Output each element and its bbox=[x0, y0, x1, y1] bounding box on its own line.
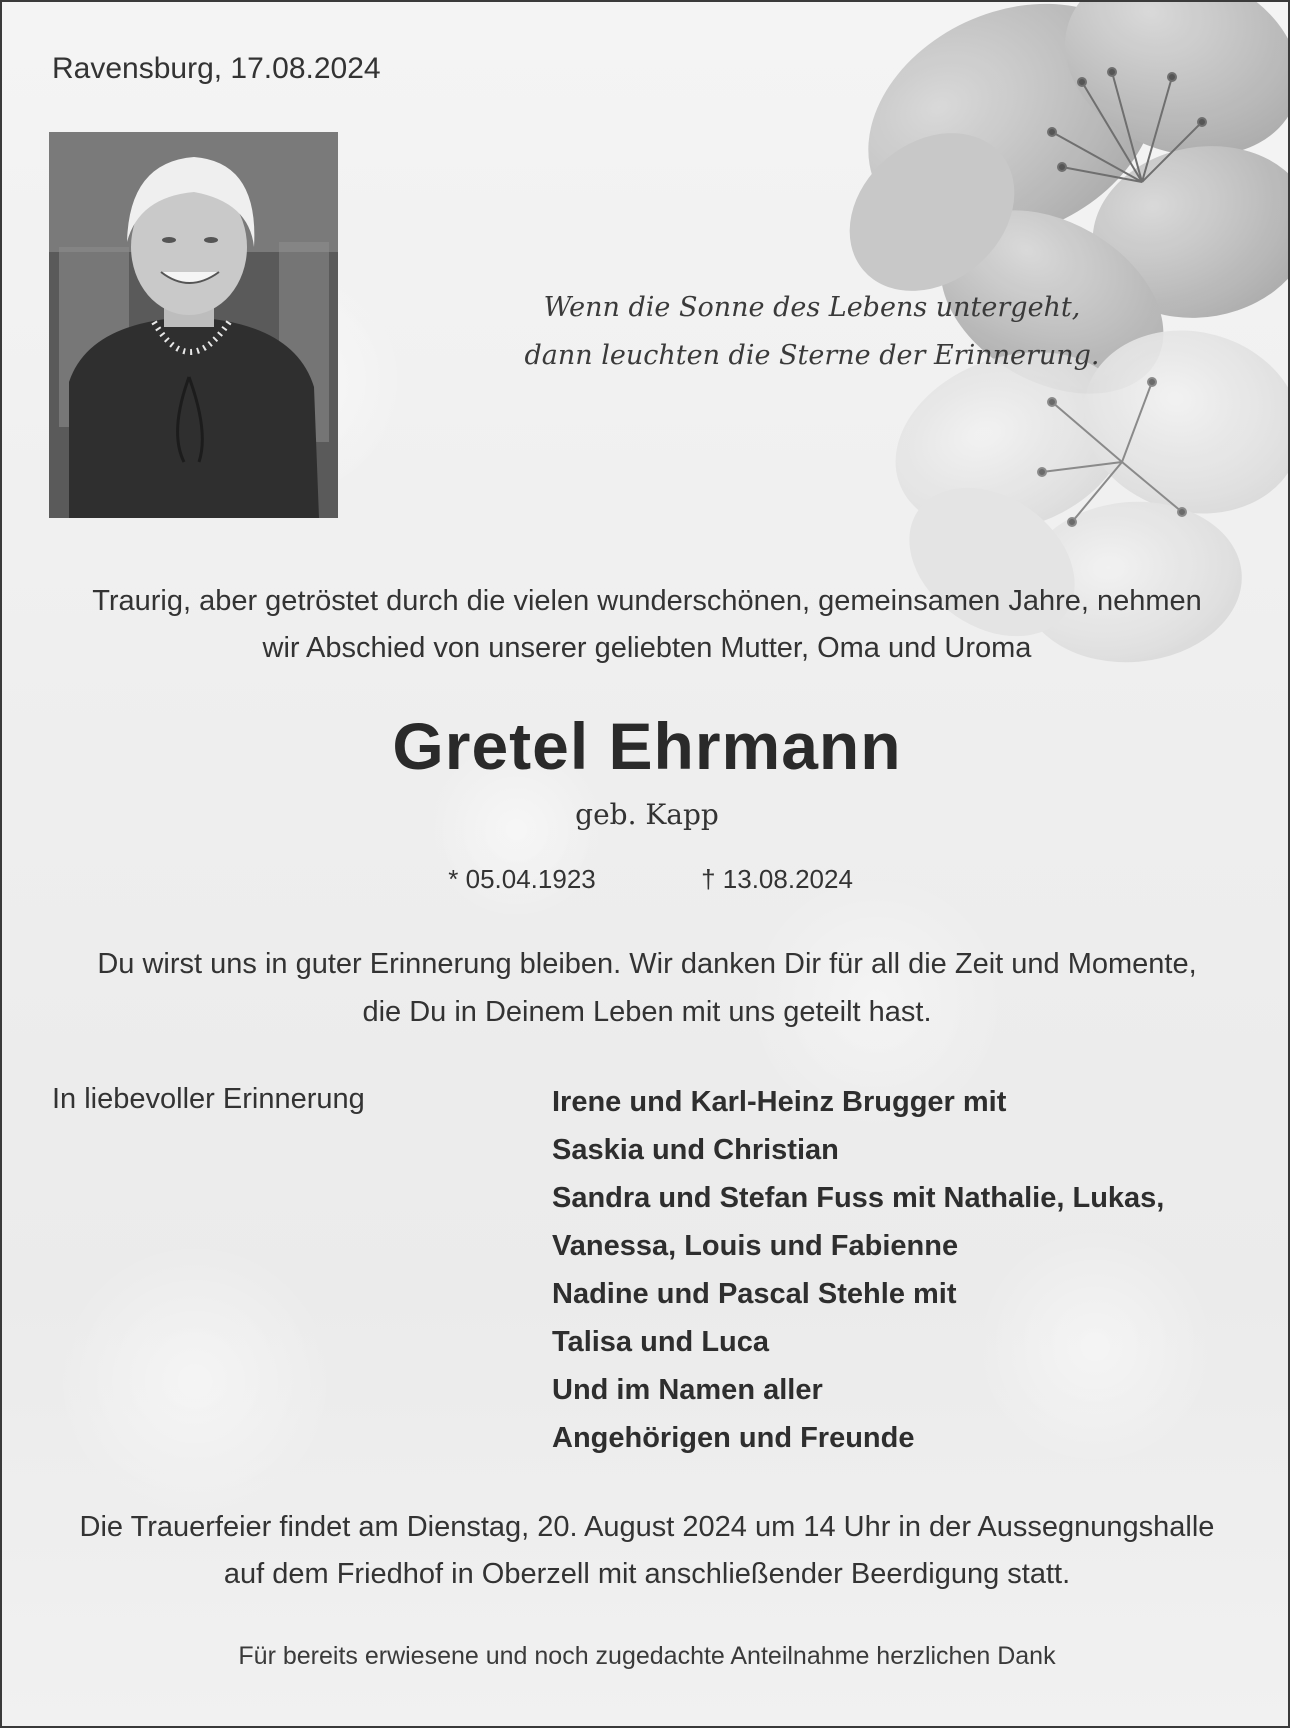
deceased-name: Gretel Ehrmann bbox=[392, 709, 902, 783]
thanks-text: Für bereits erwiesene und noch zugedachte Anteilnahme herzlichen Dank bbox=[238, 1642, 1056, 1670]
funeral-service-text bbox=[42, 1504, 1252, 1598]
place-date: Ravensburg, 17.08.2024 bbox=[52, 52, 381, 85]
portrait-image bbox=[49, 132, 338, 518]
intro-text bbox=[42, 578, 1252, 672]
mourner-line: Vanessa, Louis und Fabienne bbox=[552, 1230, 959, 1262]
mourner-line: Angehörigen und Freunde bbox=[552, 1422, 915, 1454]
intro-line-1: Traurig, aber getröstet durch die vielen wunderschönen, gemeinsamen Jahre, nehmen bbox=[92, 585, 1202, 617]
signoff-text: In liebevoller Erinnerung bbox=[52, 1083, 365, 1115]
mourner-line: Und im Namen aller bbox=[552, 1374, 823, 1406]
death-date: † 13.08.2024 bbox=[701, 864, 853, 894]
memory-line-1: Du wirst uns in guter Erinnerung bleiben. Wir danken Dir für all die Zeit und Momente, bbox=[97, 948, 1197, 980]
intro-line-2: wir Abschied von unserer geliebten Mutter, Oma und Uroma bbox=[262, 632, 1032, 664]
mourner-line: Saskia und Christian bbox=[552, 1134, 839, 1166]
quote-line-2: dann leuchten die Sterne der Erinnerung. bbox=[524, 340, 1100, 371]
mourner-line: Nadine und Pascal Stehle mit bbox=[552, 1278, 957, 1310]
portrait-photo bbox=[49, 132, 338, 518]
quote-line-1: Wenn die Sonne des Lebens untergeht, bbox=[543, 292, 1081, 323]
mourner-line: Sandra und Stefan Fuss mit Nathalie, Lukas, bbox=[552, 1182, 1165, 1214]
mourners-list bbox=[552, 1078, 1252, 1462]
mourner-line: Irene und Karl-Heinz Brugger mit bbox=[552, 1086, 1007, 1118]
memory-text bbox=[42, 940, 1252, 1036]
memory-line-2: die Du in Deinem Leben mit uns geteilt hast. bbox=[362, 996, 932, 1028]
service-line-1: Die Trauerfeier findet am Dienstag, 20. August 2024 um 14 Uhr in der Aussegnungshalle bbox=[79, 1511, 1215, 1543]
birth-date: * 05.04.1923 bbox=[448, 864, 596, 894]
memorial-quote bbox=[452, 284, 1172, 380]
mourner-line: Talisa und Luca bbox=[552, 1326, 770, 1358]
service-line-2: auf dem Friedhof in Oberzell mit anschließender Beerdigung statt. bbox=[223, 1558, 1071, 1590]
maiden-name: geb. Kapp bbox=[575, 798, 719, 831]
